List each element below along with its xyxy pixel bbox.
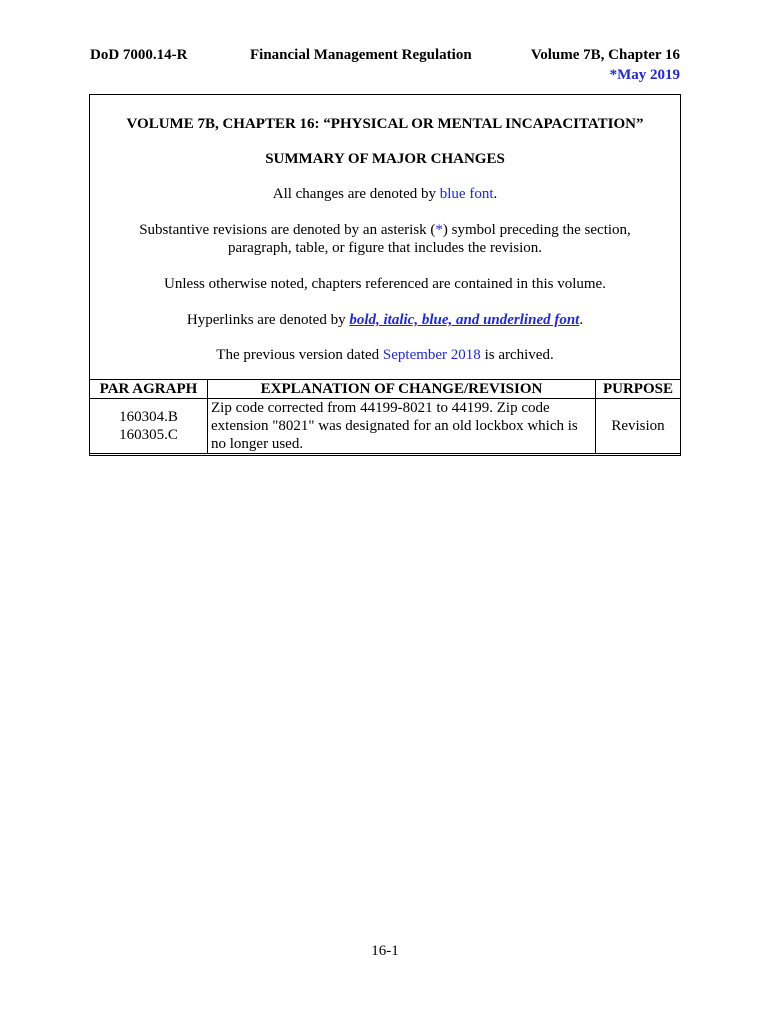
paragraph-ref: 160304.B [119, 409, 178, 425]
paragraph-ref: 160305.C [119, 427, 178, 443]
chapter-title: VOLUME 7B, CHAPTER 16: “PHYSICAL OR MENTAL INCAPACITATION” [126, 116, 644, 132]
changes-table [89, 379, 681, 454]
archive-note [90, 346, 680, 364]
note-text: ) symbol preceding the section, [442, 222, 631, 238]
blue-font-sample: blue font [439, 186, 494, 202]
purpose-cell: Revision [596, 399, 681, 454]
column-header-explanation: EXPLANATION OF CHANGE/REVISION [208, 380, 596, 399]
note-text: paragraph, table, or figure that includes the revision. [227, 240, 543, 256]
header-doc-id: DoD 7000.14-R [90, 47, 188, 63]
page-number: 16-1 [371, 943, 399, 959]
hyperlink-sample[interactable]: bold, italic, blue, and underlined font [349, 312, 580, 328]
note-text: is archived. [480, 347, 554, 363]
header-regulation-title: Financial Management Regulation [250, 47, 472, 63]
table-header-row [90, 380, 681, 399]
summary-heading: SUMMARY OF MAJOR CHANGES [265, 151, 505, 167]
hyperlink-note [90, 311, 680, 329]
previous-version-date: September 2018 [382, 347, 481, 363]
note-text: The previous version dated [216, 347, 383, 363]
asterisk-note [90, 221, 680, 257]
note-text: Hyperlinks are denoted by [186, 312, 350, 328]
asterisk-symbol: * [435, 222, 443, 238]
note-text: All changes are denoted by [272, 186, 440, 202]
column-header-paragraph: PAR AGRAPH [90, 380, 208, 399]
table-row [90, 399, 681, 454]
explanation-cell: Zip code corrected from 44199-8021 to 44199. Zip code extension "8021" was designated for an old lockbox which is no longer used. [208, 399, 596, 454]
blue-font-note [90, 185, 680, 203]
note-text: . [493, 186, 498, 202]
column-header-purpose: PURPOSE [596, 380, 681, 399]
summary-box [89, 94, 681, 456]
header-date: *May 2019 [609, 67, 680, 83]
chapters-note: Unless otherwise noted, chapters referenced are contained in this volume. [164, 276, 606, 292]
note-text: . [579, 312, 584, 328]
paragraph-cell [90, 399, 208, 454]
header-volume-chapter: Volume 7B, Chapter 16 [530, 47, 680, 63]
note-text: Substantive revisions are denoted by an asterisk ( [139, 222, 436, 238]
